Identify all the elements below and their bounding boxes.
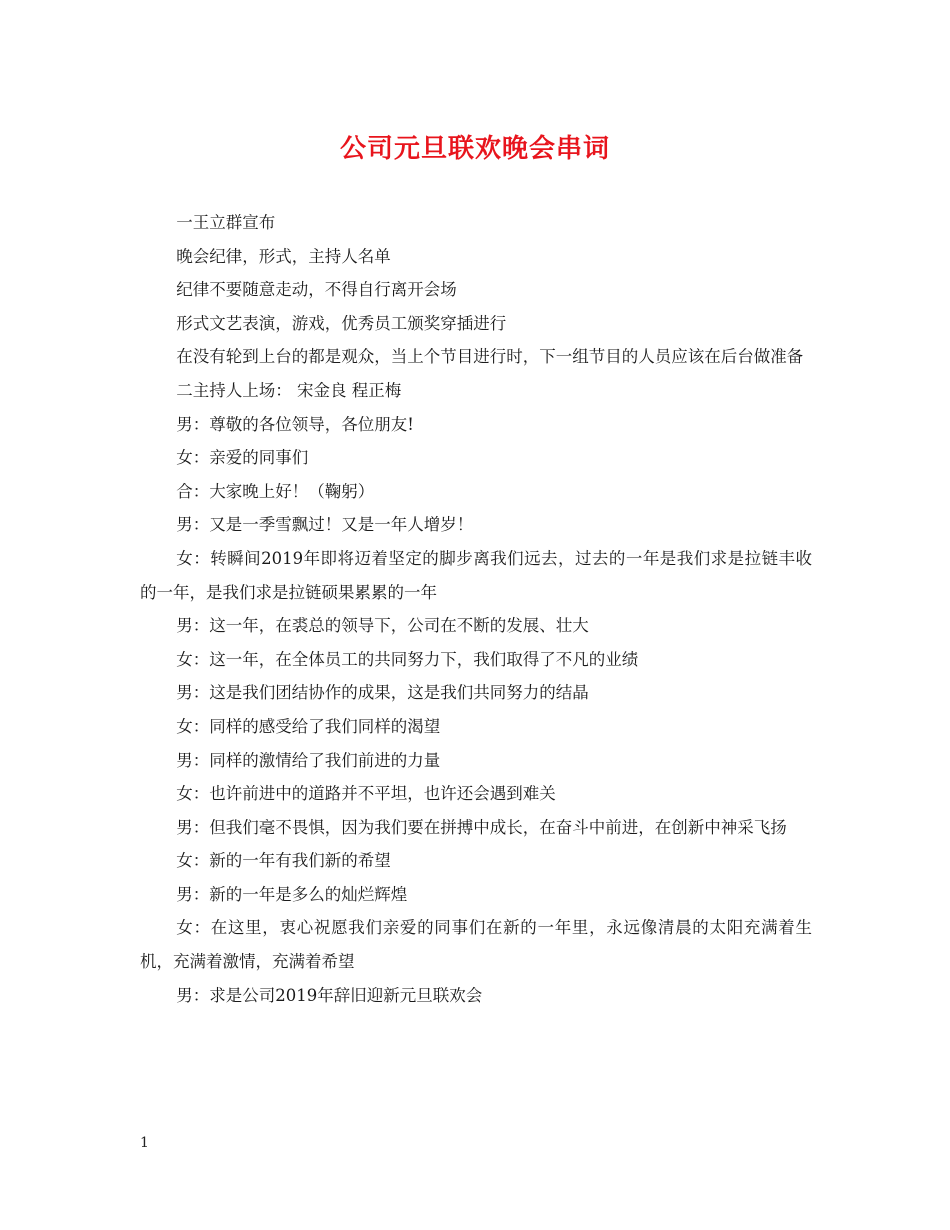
paragraph: 形式文艺表演，游戏，优秀员工颁奖穿插进行 xyxy=(176,313,507,333)
page-number: 1 xyxy=(140,1135,149,1151)
paragraph: 合：大家晚上好！（鞠躬） xyxy=(176,481,375,501)
document-title: 公司元旦联欢晚会串词 xyxy=(339,134,610,164)
paragraph: 二主持人上场： 宋金良 程正梅 xyxy=(176,380,402,400)
paragraph: 男：同样的激情给了我们前进的力量 xyxy=(176,750,441,770)
paragraph: 晚会纪律，形式，主持人名单 xyxy=(176,246,391,266)
paragraph: 男：尊敬的各位领导，各位朋友! xyxy=(176,414,414,434)
paragraph: 女：也许前进中的道路并不平坦，也许还会遇到难关 xyxy=(176,784,556,804)
paragraph: 男：这是我们团结协作的成果，这是我们共同努力的结晶 xyxy=(176,683,589,703)
paragraph: 男：这一年，在裘总的领导下，公司在不断的发展、壮大 xyxy=(176,616,589,636)
paragraph: 男：求是公司2019年辞旧迎新元旦联欢会 xyxy=(176,985,483,1005)
paragraph: 女：这一年，在全体员工的共同努力下，我们取得了不凡的业绩 xyxy=(176,649,639,669)
paragraph: 女：同样的感受给了我们同样的渴望 xyxy=(176,716,441,736)
document-body xyxy=(140,206,812,1012)
paragraph: 纪律不要随意走动，不得自行离开会场 xyxy=(176,280,457,300)
paragraph: 女：新的一年有我们新的希望 xyxy=(176,851,391,871)
paragraph: 女：在这里，衷心祝愿我们亲爱的同事们在新的一年里，永远像清晨的太阳充满着生机，充满着激情，充满着希望 xyxy=(140,918,812,972)
paragraph: 男：但我们毫不畏惧，因为我们要在拼搏中成长，在奋斗中前进，在创新中神采飞扬 xyxy=(176,817,787,837)
paragraph: 男：新的一年是多么的灿烂辉煌 xyxy=(176,884,408,904)
paragraph: 女：亲爱的同事们 xyxy=(176,448,309,468)
paragraph: 一王立群宣布 xyxy=(176,213,276,232)
paragraph: 女：转瞬间2019年即将迈着坚定的脚步离我们远去，过去的一年是我们求是拉链丰收的一年，是我们求是拉链硕果累累的一年 xyxy=(140,548,812,602)
paragraph: 男：又是一季雪飘过！又是一年人增岁！ xyxy=(176,515,474,535)
paragraph: 在没有轮到上台的都是观众，当上个节目进行时，下一组节目的人员应该在后台做准备 xyxy=(176,347,804,367)
